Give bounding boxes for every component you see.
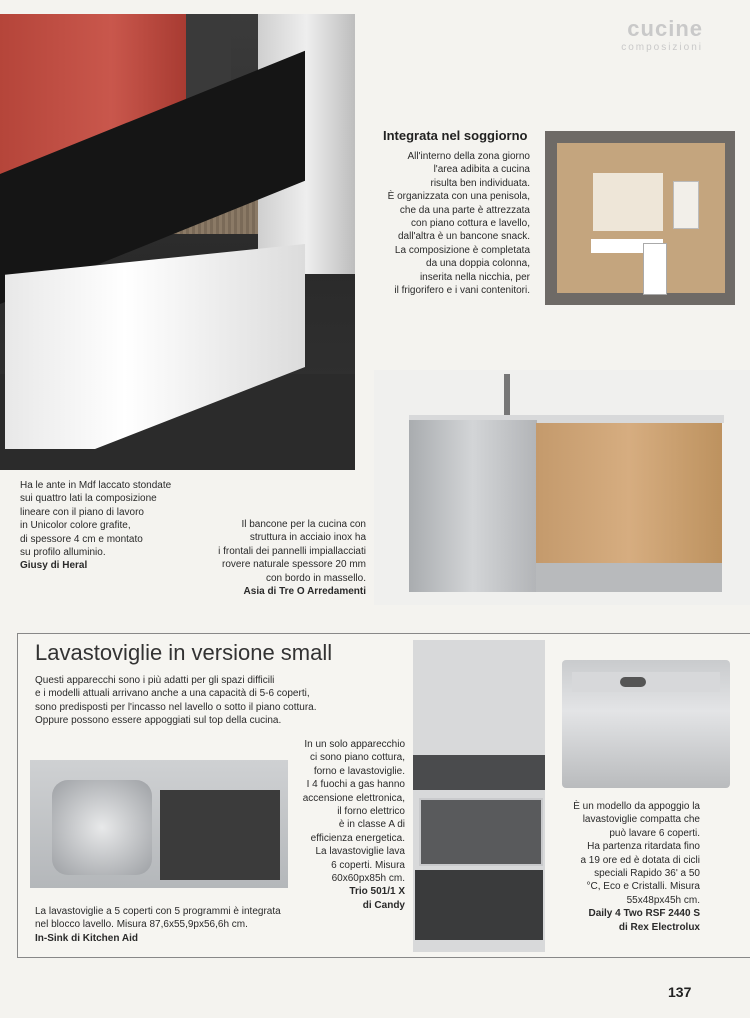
- integrata-text: [380, 150, 530, 297]
- daily-photo: [562, 660, 730, 788]
- text-line: Oppure possono essere appoggiati sul top della cucina.: [35, 715, 282, 727]
- text-line: Ha le ante in Mdf laccato stondate: [20, 480, 172, 491]
- text-line: a 19 ore ed è dotata di cicli: [580, 854, 700, 866]
- text-line: Il bancone per la cucina con: [241, 519, 366, 530]
- brand-name: Asia di Tre O Arredamenti: [243, 586, 366, 598]
- brand-name: di Candy: [362, 899, 405, 911]
- text-line: lineare con il piano di lavoro: [20, 506, 144, 518]
- text-line: su profilo alluminio.: [20, 547, 106, 559]
- brand-name: Daily 4 Two RSF 2440 S: [588, 908, 700, 920]
- floor-plan: [545, 131, 735, 305]
- text-line: da una doppia colonna,: [426, 258, 530, 270]
- text-line: inserita nella nicchia, per: [419, 271, 530, 283]
- brand-name: Trio 501/1 X: [349, 886, 405, 898]
- text-line: nel blocco lavello. Misura 87,6x55,9px56,6h cm.: [35, 919, 248, 931]
- text-line: Questi apparecchi sono i più adatti per gli spazi difficili: [35, 675, 275, 686]
- text-line: l'area adibita a cucina: [433, 164, 530, 176]
- text-line: 6 coperti. Misura: [331, 859, 405, 871]
- island-photo: [374, 370, 750, 605]
- text-line: °C, Eco e Cristalli. Misura: [586, 881, 700, 893]
- text-line: lavastoviglie compatta che: [582, 814, 700, 826]
- text-line: con bordo in massello.: [265, 572, 366, 584]
- text-line: dall'altra è un bancone snack.: [398, 231, 530, 243]
- text-line: di spessore 4 cm e montato: [20, 533, 143, 545]
- text-line: speciali Rapido 36' a 50: [594, 868, 700, 880]
- integrata-title: Integrata nel soggiorno: [383, 128, 528, 143]
- brand-name: Giusy di Heral: [20, 560, 88, 572]
- daily-caption: [560, 800, 700, 934]
- text-line: sui quattro lati la composizione: [20, 493, 157, 505]
- text-line: forno e lavastoviglie.: [313, 765, 405, 777]
- heral-caption: [20, 479, 220, 573]
- text-line: che da una parte è attrezzata: [399, 204, 530, 216]
- text-line: accensione elettronica,: [302, 792, 405, 804]
- trio-caption: [295, 738, 405, 912]
- text-line: il forno elettrico: [337, 806, 405, 818]
- insink-photo: [30, 760, 288, 888]
- trio-photo: [413, 640, 545, 952]
- text-line: sono predisposti per l'incasso nel lavello o sotto il piano cottura.: [35, 701, 317, 713]
- kitchen-photo: [0, 14, 355, 470]
- text-line: in Unicolor colore grafite,: [20, 520, 131, 532]
- text-line: La composizione è completata: [394, 244, 530, 256]
- text-line: È organizzata con una penisola,: [387, 191, 530, 203]
- text-line: può lavare 6 coperti.: [609, 827, 700, 839]
- text-line: con piano cottura e lavello,: [411, 218, 530, 230]
- text-line: In un solo apparecchio: [304, 739, 405, 750]
- insink-caption: [35, 905, 315, 945]
- text-line: è in classe A di: [338, 819, 405, 831]
- text-line: Ha partenza ritardata fino: [587, 841, 700, 853]
- text-line: e i modelli attuali arrivano anche a una capacità di 5-6 coperti,: [35, 688, 310, 700]
- text-line: È un modello da appoggio la: [573, 801, 700, 812]
- text-line: All'interno della zona giorno: [407, 151, 530, 162]
- section-header: [573, 16, 703, 66]
- text-line: risulta ben individuata.: [430, 177, 530, 189]
- asia-caption: [196, 518, 366, 598]
- text-line: La lavastoviglie lava: [315, 846, 405, 858]
- text-line: I 4 fuochi a gas hanno: [306, 779, 405, 791]
- text-line: ci sono piano cottura,: [309, 752, 405, 764]
- text-line: efficienza energetica.: [310, 832, 405, 844]
- brand-name: In-Sink di Kitchen Aid: [35, 932, 138, 944]
- small-title: Lavastoviglie in versione small: [35, 640, 333, 665]
- text-line: rovere naturale spessore 20 mm: [222, 559, 366, 571]
- brand-name: di Rex Electrolux: [618, 921, 700, 933]
- text-line: i frontali dei pannelli impiallacciati: [218, 545, 366, 557]
- text-line: il frigorifero e i vani contenitori.: [394, 285, 530, 297]
- section-subtitle: composizioni: [621, 42, 703, 53]
- page-number: 137: [668, 984, 692, 1000]
- text-line: struttura in acciaio inox ha: [249, 532, 366, 544]
- text-line: La lavastoviglie a 5 coperti con 5 programmi è integrata: [35, 906, 281, 917]
- text-line: 60x60px85h cm.: [331, 873, 405, 885]
- text-line: 55x48px45h cm.: [626, 894, 700, 906]
- section-title: cucine: [627, 16, 703, 41]
- small-intro: [35, 674, 355, 728]
